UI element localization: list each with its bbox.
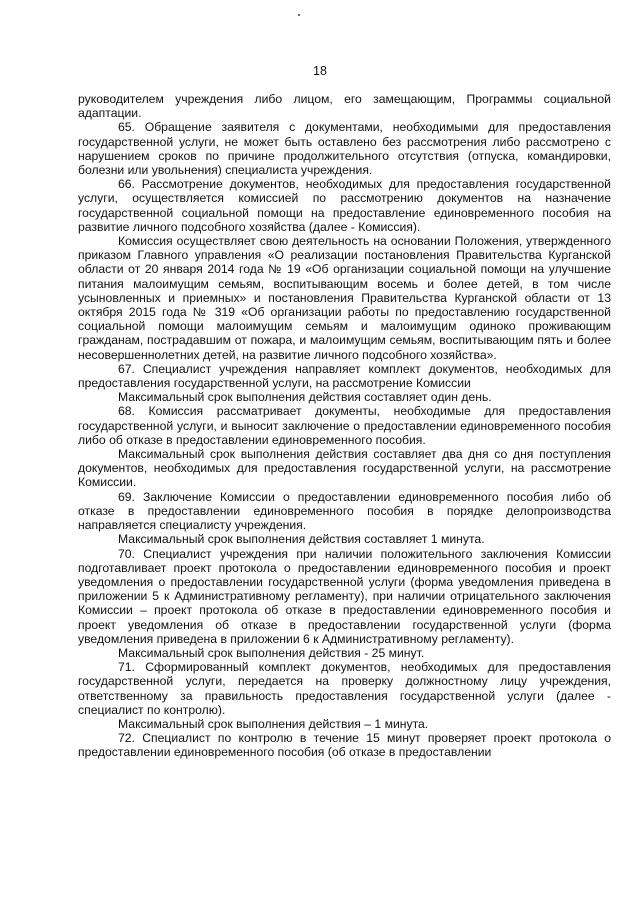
paragraph: Максимальный срок выполнения действия - 25 минут.	[118, 645, 425, 660]
paragraph: 65. Обращение заявителя с документами, необходимыми для предоставления государственной услуги, не может быть оставлено без рассмотрения либо рассмотрено с нарушением сроков по причине продолжительного отсутствия (отпуска, командировки, болезни или увольнения) специалиста учреждения.	[78, 120, 611, 178]
paragraph: Максимальный срок выполнения действия составляет два дня со дня поступления документов, необходимых для предоставления государственной услуги, на рассмотрение Комиссии.	[78, 447, 611, 490]
paragraph: Максимальный срок выполнения действия – 1 минута.	[118, 716, 429, 731]
paragraph: 70. Специалист учреждения при наличии положительного заключения Комиссии подготавливает проект протокола о предоставлении единовременного пособия и проект уведомления о предоставлении государственной услуги (форма уведомления приведена в приложении 5 к Административному регламенту), при наличии отрицательного заключения Комиссии – проект протокола об отказе в предоставлении единовременного пособия и проект уведомления об отказе в предоставлении государственной услуги (форма уведомления приведена в приложении 6 к Административному регламенту).	[78, 546, 611, 646]
paragraph: Максимальный срок выполнения действия составляет 1 минута.	[118, 532, 485, 547]
paragraph: 67. Специалист учреждения направляет комплект документов, необходимых для предоставления государственной услуги, на рассмотрение Комиссии	[78, 361, 611, 391]
page-number: 18	[313, 64, 327, 78]
paragraph: 71. Сформированный комплект документов, необходимых для предоставления государственной услуги, передается на проверку должностному лицу учреждения, ответственному за правильность предоставления государственной услуги (далее - специалист по контролю).	[78, 660, 611, 717]
paragraph: Комиссия осуществляет свою деятельность на основании Положения, утвержденного приказом Главного управления «О реализации постановления Правительства Курганской области от 20 января 2014 года № 19 «Об организации социальной помощи на улучшение питания малоимущим семьям, воспитывающим восемь и более детей, в том числе усыновленных и приемных» и постановления Правительства Курганской области от 13 октября 2015 года № 319 «Об организации работы по предоставлению государственной социальной помощи малоимущим семьям и малоимущим одиноко проживающим гражданам, пострадавшим от пожара, и малоимущим семьям, воспитывающим пять и более несовершеннолетних детей, на развитие личного подсобного хозяйства».	[78, 234, 611, 362]
paragraph: руководителем учреждения либо лицом, его замещающим, Программы социальной адаптации.	[78, 92, 611, 121]
paragraph: 69. Заключение Комиссии о предоставлении единовременного пособия либо об отказе в предоставлении единовременного пособия в порядке делопроизводства направляется специалисту учреждения.	[78, 489, 611, 533]
document-body	[78, 92, 611, 760]
paragraph: 66. Рассмотрение документов, необходимых для предоставления государственной услуги, осуществляется комиссией по рассмотрению документов на назначение государственной социальной помощи на предоставление единовременного пособия на развитие личного подсобного хозяйства (далее - Комиссия).	[78, 177, 611, 234]
paragraph: 72. Специалист по контролю в течение 15 минут проверяет проект протокола о предоставлении единовременного пособия (об отказе в предоставлении	[78, 731, 611, 760]
paragraph: Максимальный срок выполнения действия составляет один день.	[118, 390, 492, 405]
scan-speck	[298, 14, 300, 16]
paragraph: 68. Комиссия рассматривает документы, необходимые для предоставления государственной услуги, и выносит заключение о предоставлении единовременного пособия либо об отказе в предоставлении единовременного пособия.	[78, 404, 611, 447]
